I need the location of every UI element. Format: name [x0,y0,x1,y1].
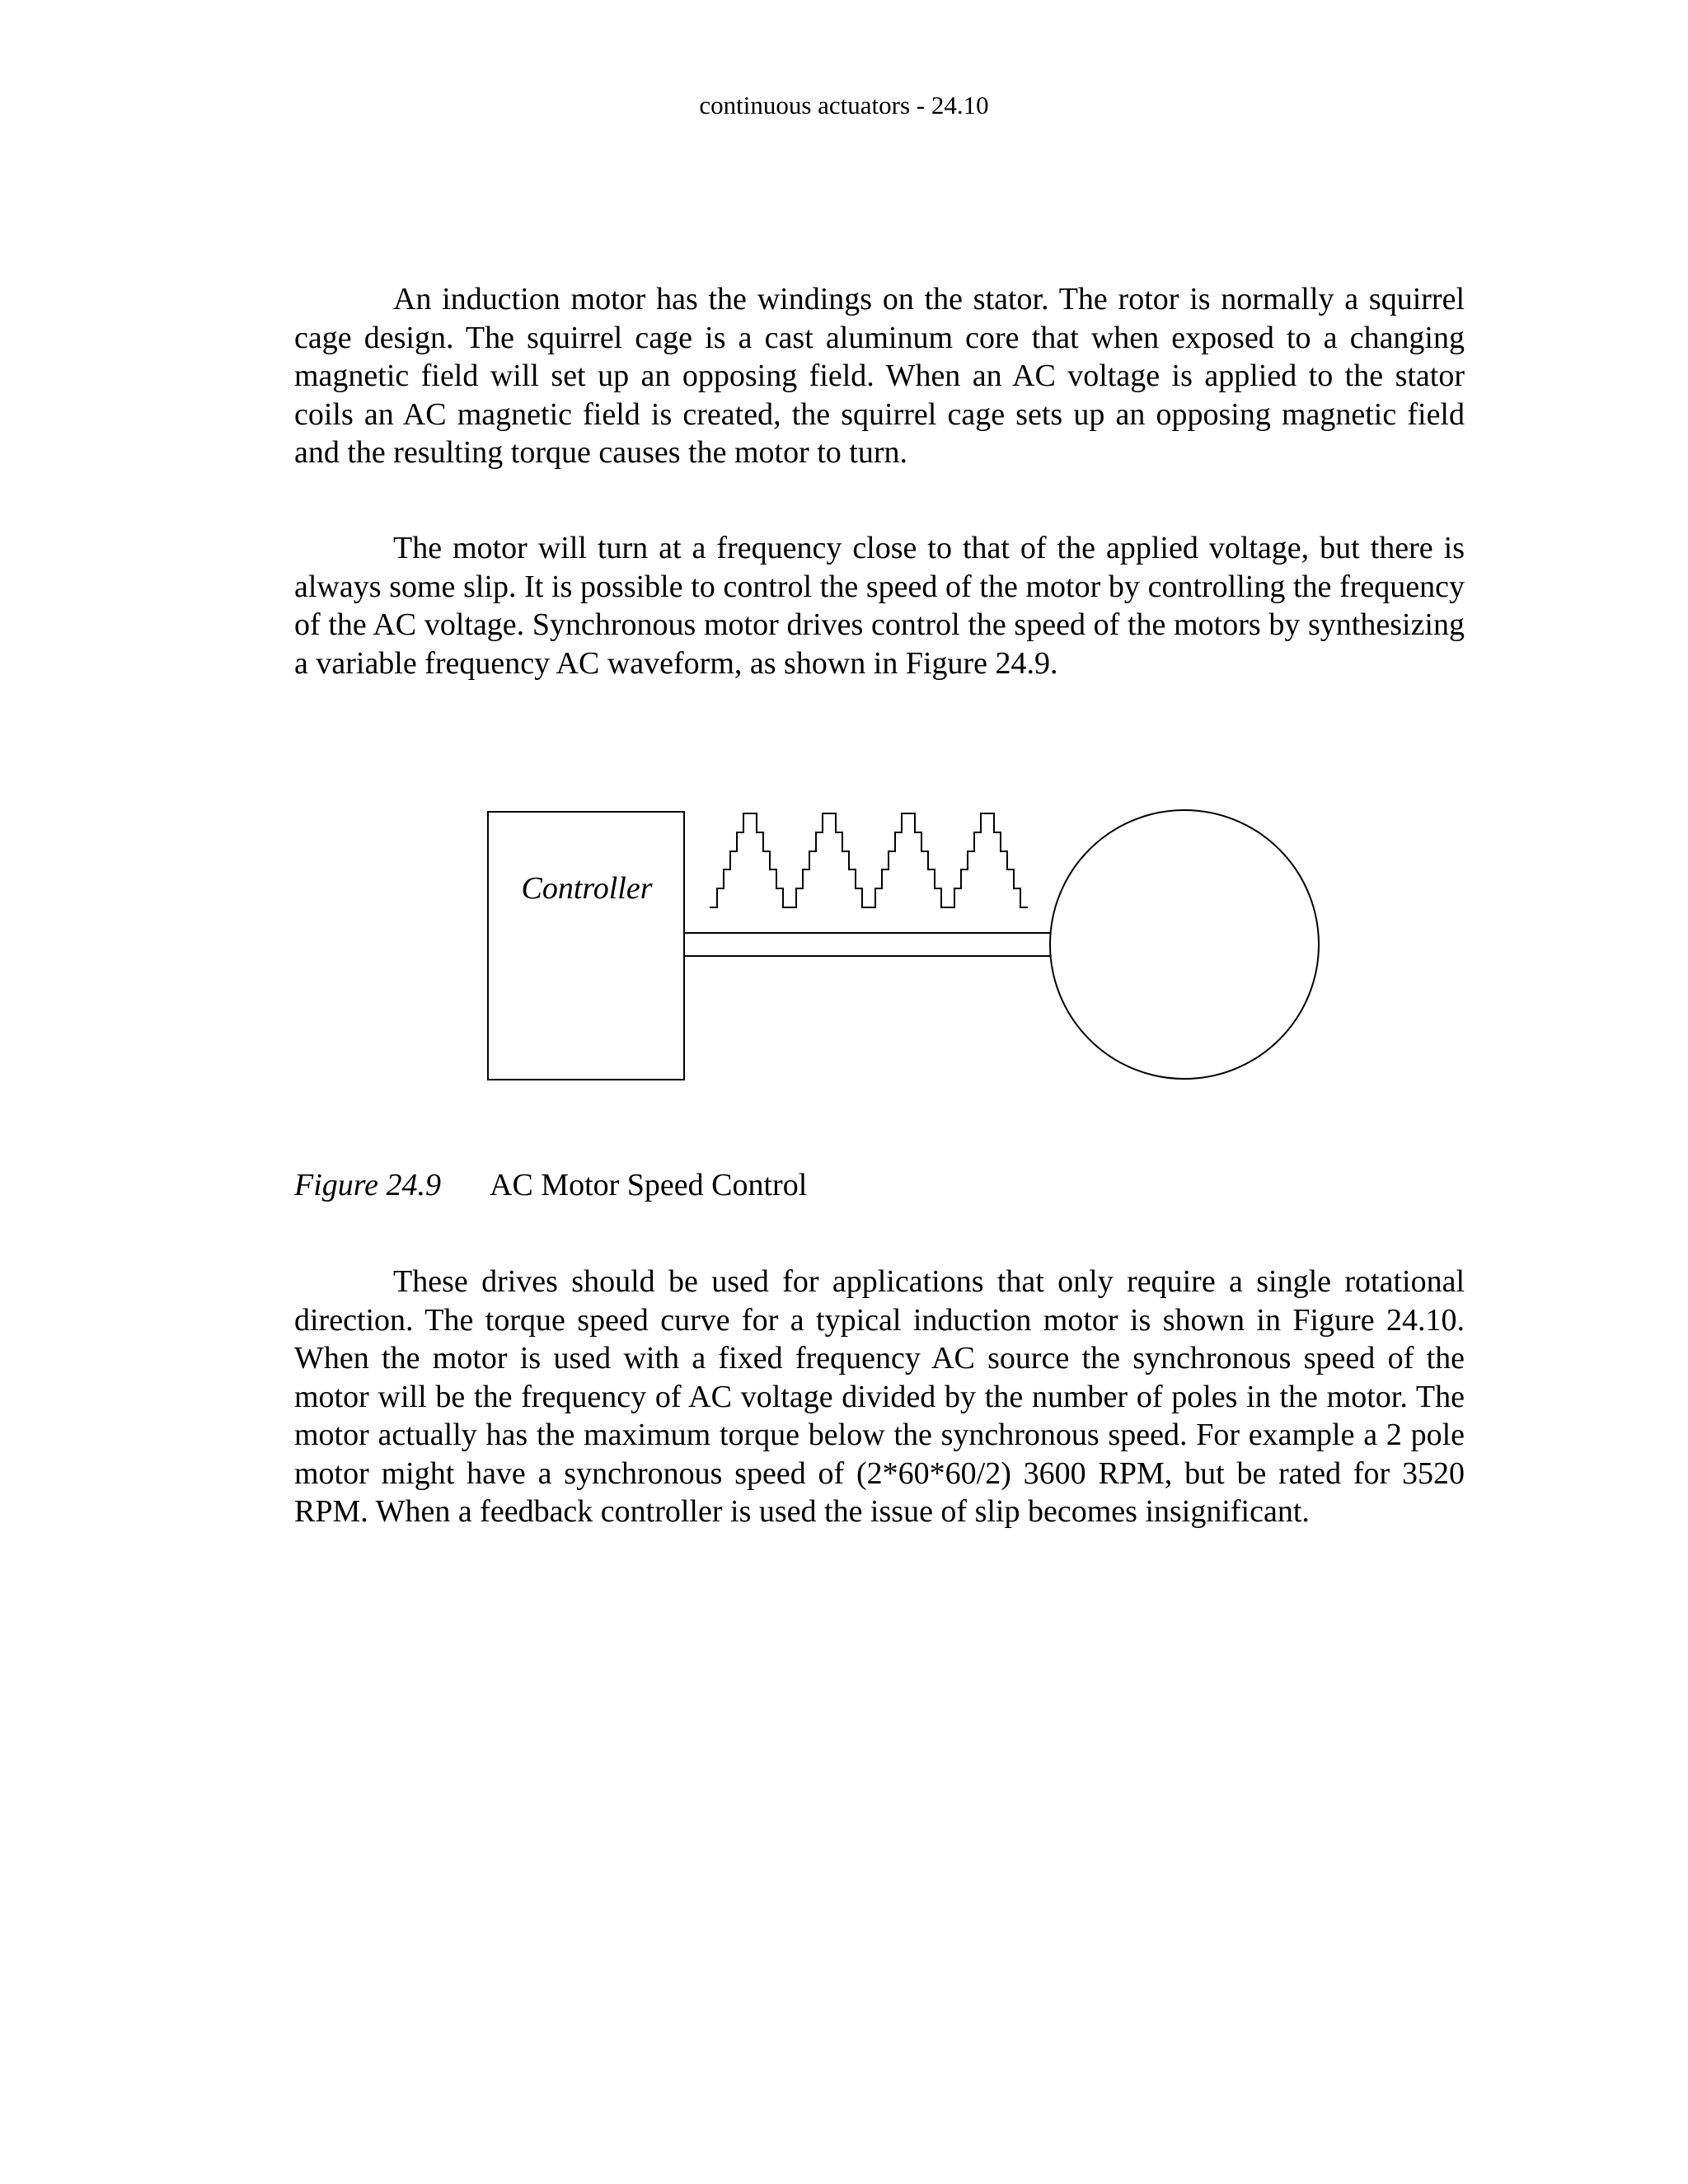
paragraph-induction-motor: An induction motor has the windings on the stator. The rotor is normally a squirrel cage design. The squirrel cage is a cast aluminum core that when exposed to a changing magnetic field will set up an opposing field. When an AC voltage is applied to the stator coils an AC magnetic field is created, the squirrel cage sets up an opposing magnetic field and the resulting torque causes the motor to turn. [294,282,1465,470]
paragraph-drive-applications: These drives should be used for applications that only require a single rotational direction. The torque speed curve for a typical induction motor is shown in Figure 24.10. When the motor is used with a fixed frequency AC source the synchronous speed of the motor will be the frequency of AC voltage divided by the number of poles in the motor. The motor actually has the maximum torque below the synchronous speed. For example a 2 pole motor might have a synchronous speed of (2*60*60/2) 3600 RPM, but be rated for 3520 RPM. When a feedback controller is used the issue of slip becomes insignificant. [294,1264,1465,1529]
figure-caption [294,1166,807,1204]
running-header: continuous actuators - 24.10 [699,91,989,120]
figure-title: AC Motor Speed Control [490,1168,808,1202]
controller-box [488,812,684,1080]
motor-circle [1050,810,1319,1079]
figure-number: Figure 24.9 [294,1168,442,1202]
paragraph-frequency-control: The motor will turn at a frequency close to that of the applied voltage, but there is always some slip. It is possible to control the speed of the motor by controlling the frequency of the AC voltage. Synchronous motor drives control the speed of the motors by synthesizing a variable frequency AC waveform, as shown in Figure 24.9. [294,531,1465,681]
controller-label: Controller [521,871,653,906]
stepped-ac-waveform [710,813,1028,907]
